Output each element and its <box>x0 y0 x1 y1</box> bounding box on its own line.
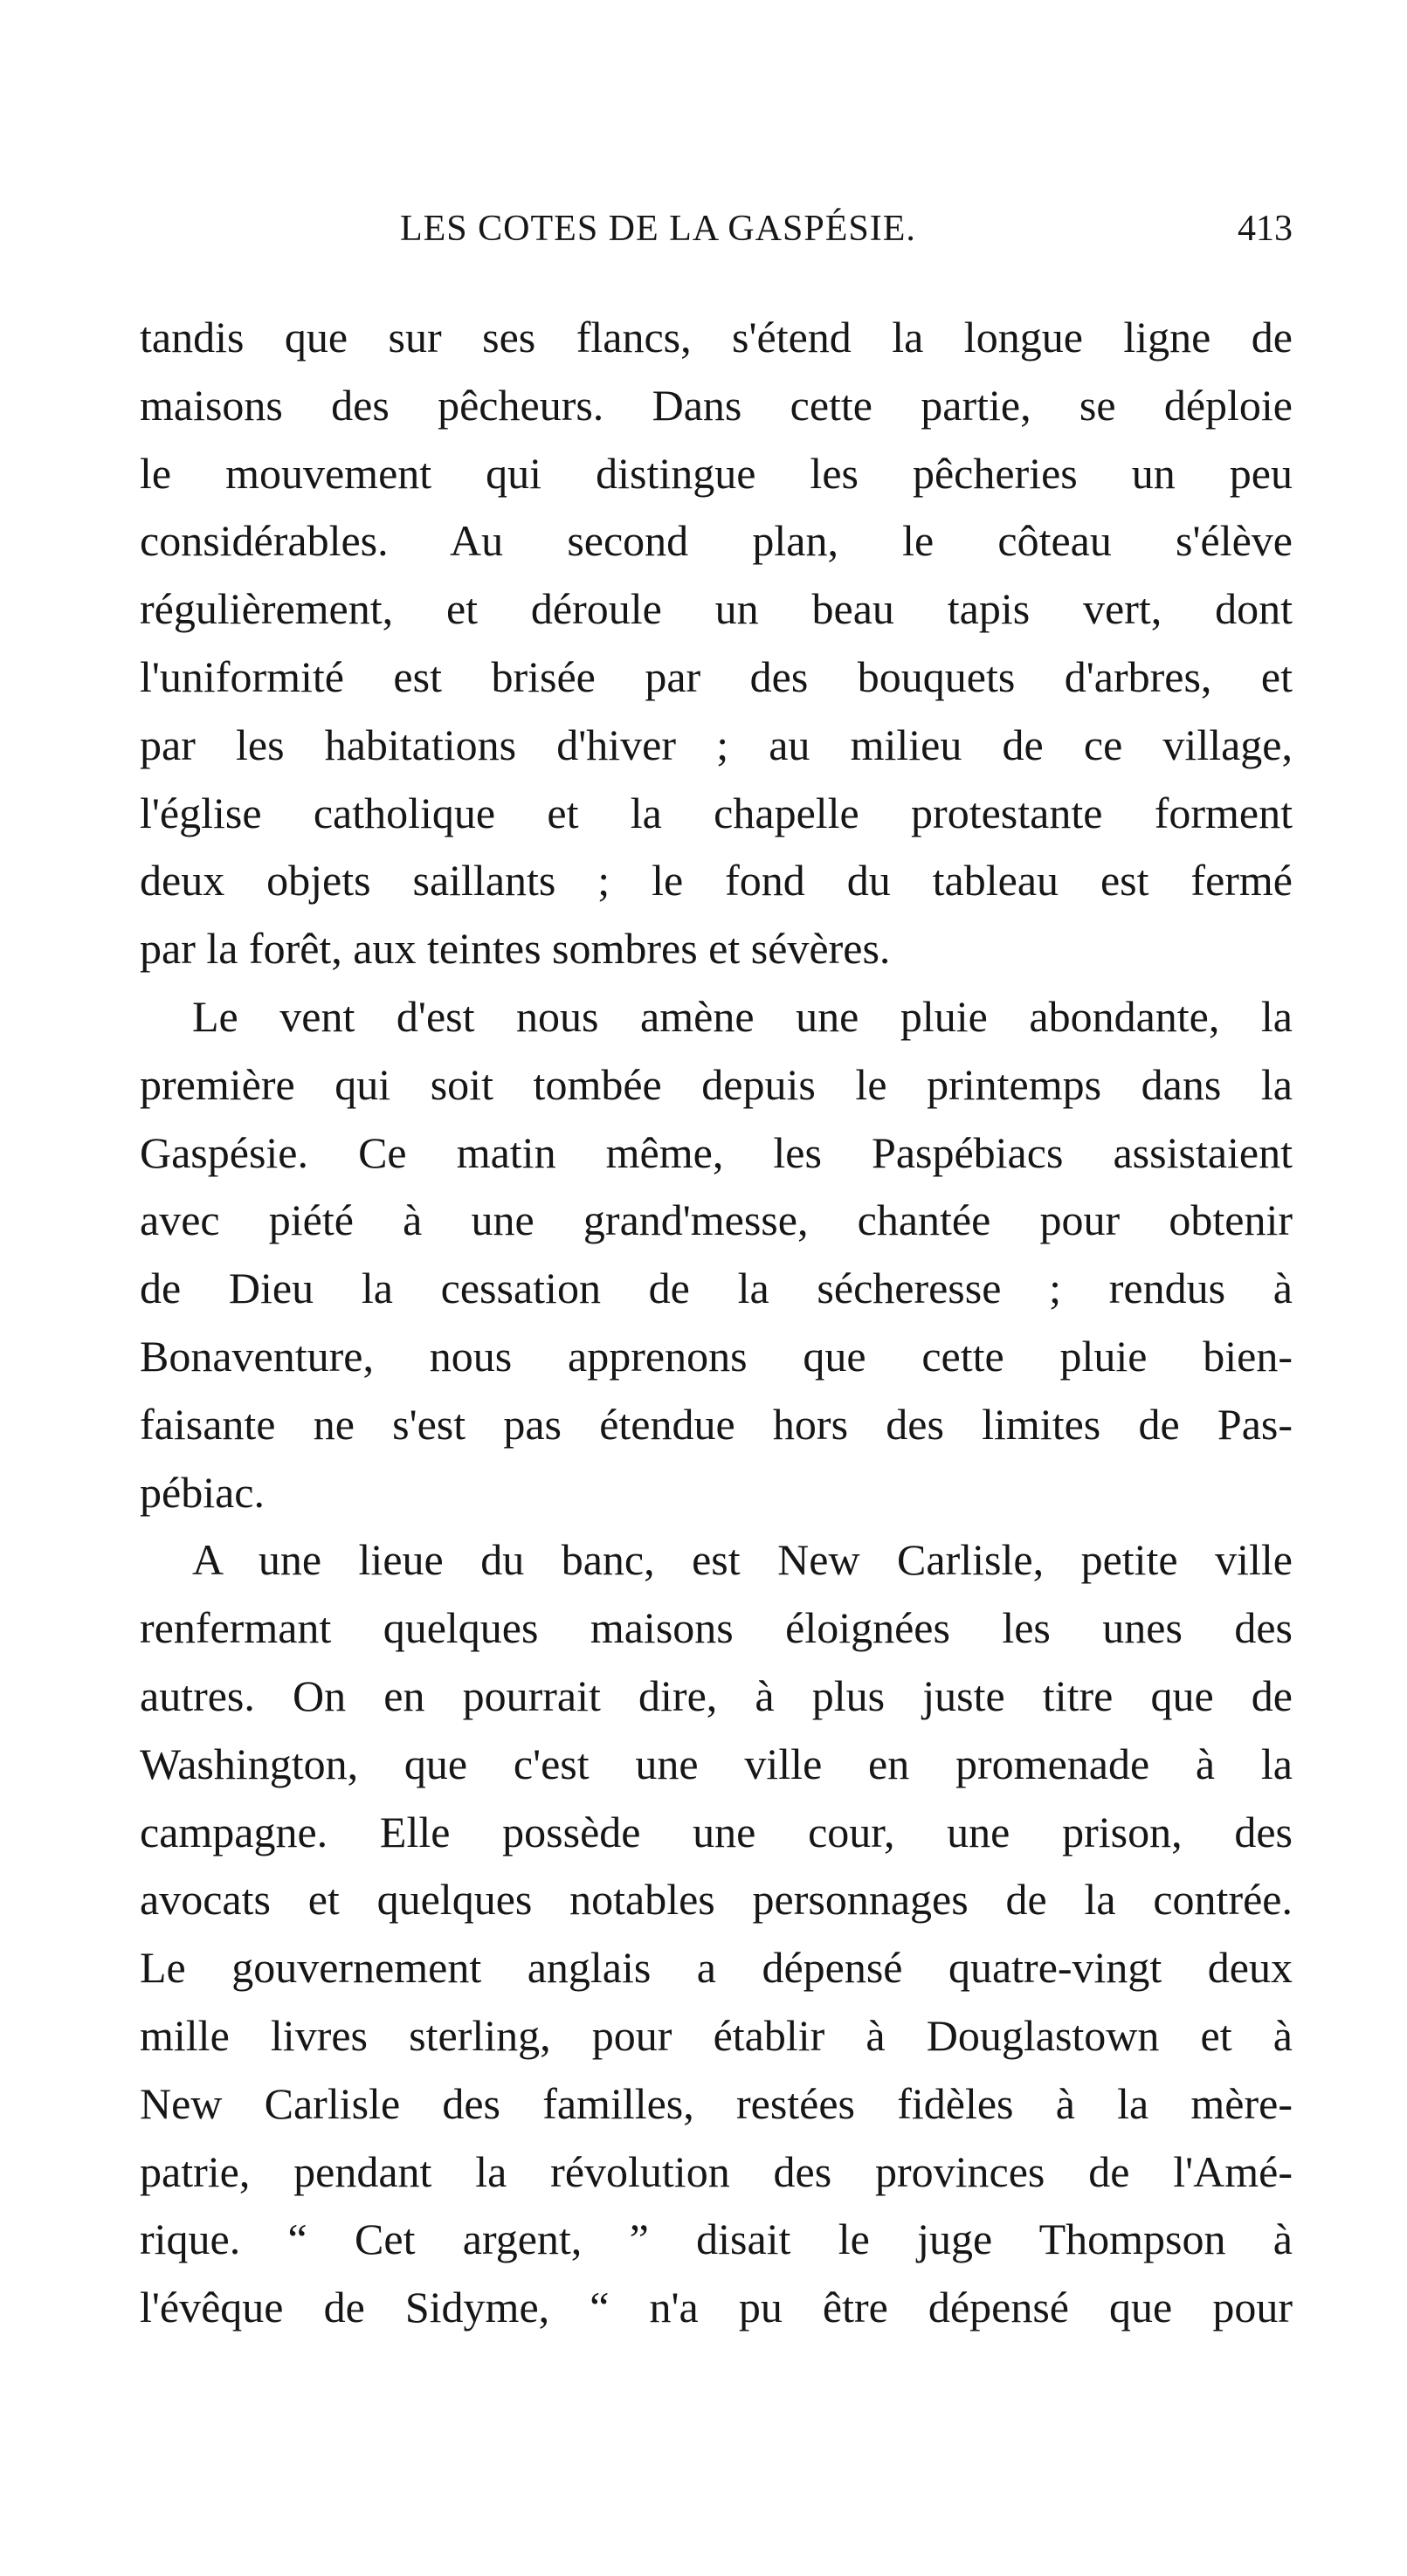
text-line: campagne. Elle possède une cour, une prison, des <box>140 1807 1293 1856</box>
text-line: l'uniformité est brisée par des bouquets d'arbres, et <box>140 651 1293 701</box>
text-line: Bonaventure, nous apprenons que cette pluie bien- <box>140 1331 1293 1381</box>
text-line: le mouvement qui distingue les pêcheries un peu <box>140 448 1293 498</box>
text-line: patrie, pendant la révolution des provinces de l'Amé- <box>140 2146 1293 2196</box>
text-line: Le gouvernement anglais a dépensé quatre-vingt deux <box>140 1943 1293 1993</box>
text-line: régulièrement, et déroule un beau tapis vert, dont <box>140 584 1293 634</box>
page-number: 413 <box>1238 209 1293 249</box>
text-line: considérables. Au second plan, le côteau s'élève <box>140 516 1293 566</box>
text-line: l'église catholique et la chapelle protestante forment <box>140 788 1293 837</box>
text-line: par les habitations d'hiver ; au milieu de ce village, <box>140 720 1293 769</box>
text-line: avec piété à une grand'messe, chantée pour obtenir <box>140 1195 1293 1245</box>
text-line: faisante ne s'est pas étendue hors des limites de Pas- <box>140 1399 1293 1449</box>
text-line: mille livres sterling, pour établir à Douglastown et à <box>140 2010 1293 2060</box>
text-line: par la forêt, aux teintes sombres et sévères. <box>140 924 891 974</box>
text-line: tandis que sur ses flancs, s'étend la longue ligne de <box>140 313 1293 362</box>
text-line: Gaspésie. Ce matin même, les Paspébiacs assistaient <box>140 1127 1293 1177</box>
running-title: LES COTES DE LA GASPÉSIE. <box>400 209 916 249</box>
text-line: de Dieu la cessation de la sécheresse ; rendus à <box>140 1264 1293 1313</box>
page-header <box>140 208 1293 260</box>
text-line: maisons des pêcheurs. Dans cette partie, se déploie <box>140 380 1293 430</box>
paragraph <box>140 1526 1293 2342</box>
text-line: deux objets saillants ; le fond du tableau est fermé <box>140 856 1293 906</box>
text-line: autres. On en pourrait dire, à plus juste titre que de <box>140 1670 1293 1720</box>
text-line: première qui soit tombée depuis le printemps dans la <box>140 1059 1293 1109</box>
text-line: renfermant quelques maisons éloignées les unes des <box>140 1603 1293 1653</box>
text-line: l'évêque de Sidyme, “ n'a pu être dépensé que pour <box>140 2283 1293 2332</box>
text-line: A une lieue du banc, est New Carlisle, petite ville <box>192 1535 1293 1585</box>
body-text <box>140 304 1293 2342</box>
text-line: Le vent d'est nous amène une pluie abondante, la <box>192 991 1293 1041</box>
paragraph <box>140 304 1293 983</box>
text-line: Washington, que c'est une ville en promenade à la <box>140 1739 1293 1788</box>
paragraph <box>140 983 1293 1526</box>
text-line: avocats et quelques notables personnages de la contrée. <box>140 1875 1293 1925</box>
text-line: New Carlisle des familles, restées fidèles à la mère- <box>140 2078 1293 2128</box>
text-line: pébiac. <box>140 1467 265 1517</box>
text-line: rique. “ Cet argent, ” disait le juge Thompson à <box>140 2214 1293 2264</box>
